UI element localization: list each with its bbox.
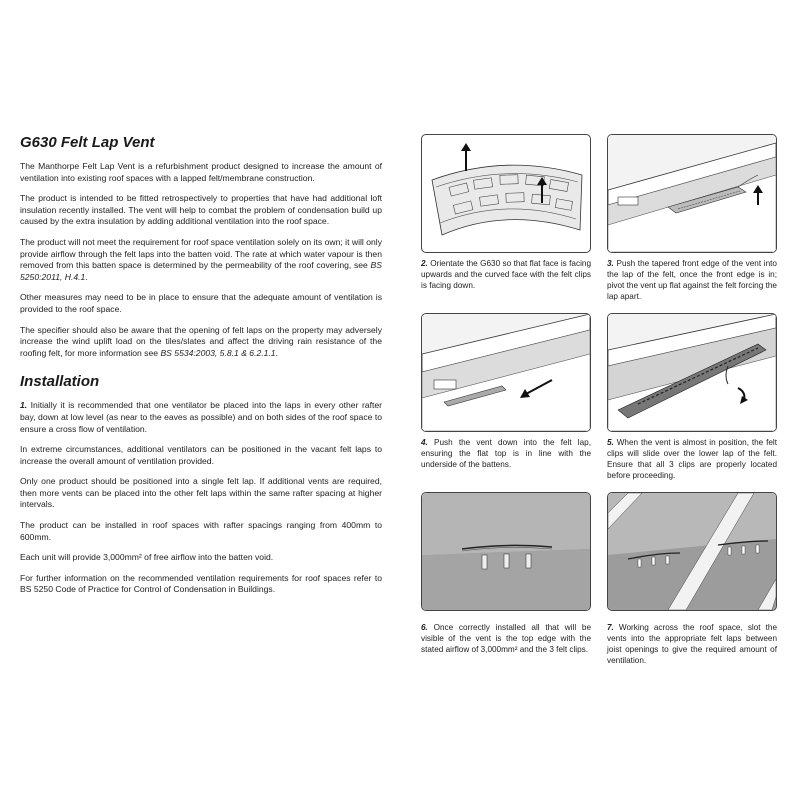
installation-heading: Installation	[20, 373, 100, 391]
step-2-caption	[421, 258, 591, 291]
install-step-1	[20, 400, 382, 435]
roof-space-drawing	[608, 493, 776, 610]
step-text: Push the tapered front edge of the vent into the lap of the felt, once the front edge is in; pivot the vent up flat against the felt forcing the lap apart.	[607, 259, 777, 301]
intro-paragraph-2: The product is intended to be fitted retrospectively to properties that have had additional loft insulation recently installed. The vent will help to combat the problem of condensation build up caused by the extra insulation by adding additional ventilation into the roof space.	[20, 193, 382, 227]
step-number: 7.	[607, 623, 614, 632]
install-paragraph: For further information on the recommended ventilation requirements for roof spaces refer to BS 5250 Code of Practice for Control of Condensation in Buildings.	[20, 572, 382, 595]
requirement-paragraph	[20, 237, 382, 283]
specifier-text: The specifier should also be aware that the opening of felt laps on the property may adversely increase the wind uplift load on the tiles/slates and affect the driving rain resistance of the roofing felt, for more information see	[20, 324, 382, 358]
standard-reference: BS 5534:2003, 5.8.1 & 6.2.1.1	[160, 347, 276, 358]
step-5-caption	[607, 437, 777, 481]
step-7-illustration	[607, 492, 777, 611]
standard-reference: BS 5250:2011, H.4.1	[20, 260, 382, 282]
text-column	[20, 134, 382, 605]
felt-clip-drawing	[608, 314, 776, 431]
step-text: Initially it is recommended that one ventilator be placed into the laps in every other rafter bay, down at low level (as near to the eaves as possible) and on both sides of the roof space to ensure a cross flow of ventilation.	[20, 400, 382, 434]
step-text: Working across the roof space, slot the vents into the appropriate felt laps between joist openings to give the required amount of ventilation.	[607, 623, 777, 665]
step-text: When the vent is almost in position, the felt clips will slide over the lower lap of the felt. Ensure that all 3 clips are properly located before proceeding.	[607, 438, 777, 480]
install-paragraph: Each unit will provide 3,000mm² of free airflow into the batten void.	[20, 552, 274, 563]
step-text: Once correctly installed all that will be visible of the vent is the top edge with the stated airflow of 3,000mm² and the 3 felt clips.	[421, 623, 591, 654]
step-4-caption	[421, 437, 591, 470]
step-7-caption	[607, 622, 777, 666]
vent-orientation-drawing	[422, 135, 590, 252]
step-number: 6.	[421, 623, 428, 632]
step-3-caption	[607, 258, 777, 302]
step-number: 1.	[20, 400, 28, 411]
intro-paragraph-1: The Manthorpe Felt Lap Vent is a refurbishment product designed to increase the amount of ventilation into existing roof spaces with a lapped felt/membrane construction.	[20, 161, 382, 183]
step-4-illustration	[421, 313, 591, 432]
specifier-paragraph	[20, 325, 382, 360]
page-title: G630 Felt Lap Vent	[20, 134, 155, 151]
step-5-illustration	[607, 313, 777, 432]
step-number: 2.	[421, 259, 428, 268]
step-3-illustration	[607, 134, 777, 253]
install-paragraph: The product can be installed in roof spaces with rafter spacings ranging from 400mm to 600mm.	[20, 520, 382, 542]
step-text: Push the vent down into the felt lap, ensuring the flat top is in line with the underside of the battens.	[421, 438, 591, 469]
step-2-illustration	[421, 134, 591, 253]
step-6-caption	[421, 622, 591, 655]
step-text: Orientate the G630 so that flat face is facing upwards and the curved face with the felt clips is facing down.	[421, 259, 591, 290]
requirement-end: .	[85, 271, 88, 282]
step-number: 5.	[607, 438, 614, 447]
step-6-illustration	[421, 492, 591, 611]
step-number: 4.	[421, 438, 428, 447]
vent-insertion-drawing	[608, 135, 776, 252]
requirement-text: The product will not meet the requirement for roof space ventilation solely on its own; it will only provide airflow through the felt laps into the batten void. The rate at which water vapour is then removed from this batten space is determined by the permeability of the roof covering, see	[20, 236, 382, 271]
measures-paragraph: Other measures may need to be in place to ensure that the adequate amount of ventilation is provided to the roof space.	[20, 292, 382, 314]
step-number: 3.	[607, 259, 614, 268]
install-paragraph: Only one product should be positioned into a single felt lap. If additional vents are required, then more vents can be placed into the other felt laps within the same rafter spacing at higher intervals.	[20, 476, 382, 510]
installed-vent-drawing	[422, 493, 590, 610]
install-paragraph: In extreme circumstances, additional ventilators can be positioned in the vacant felt laps to increase the overall amount of ventilation provided.	[20, 444, 382, 466]
specifier-end: .	[275, 347, 278, 358]
vent-push-down-drawing	[422, 314, 590, 431]
